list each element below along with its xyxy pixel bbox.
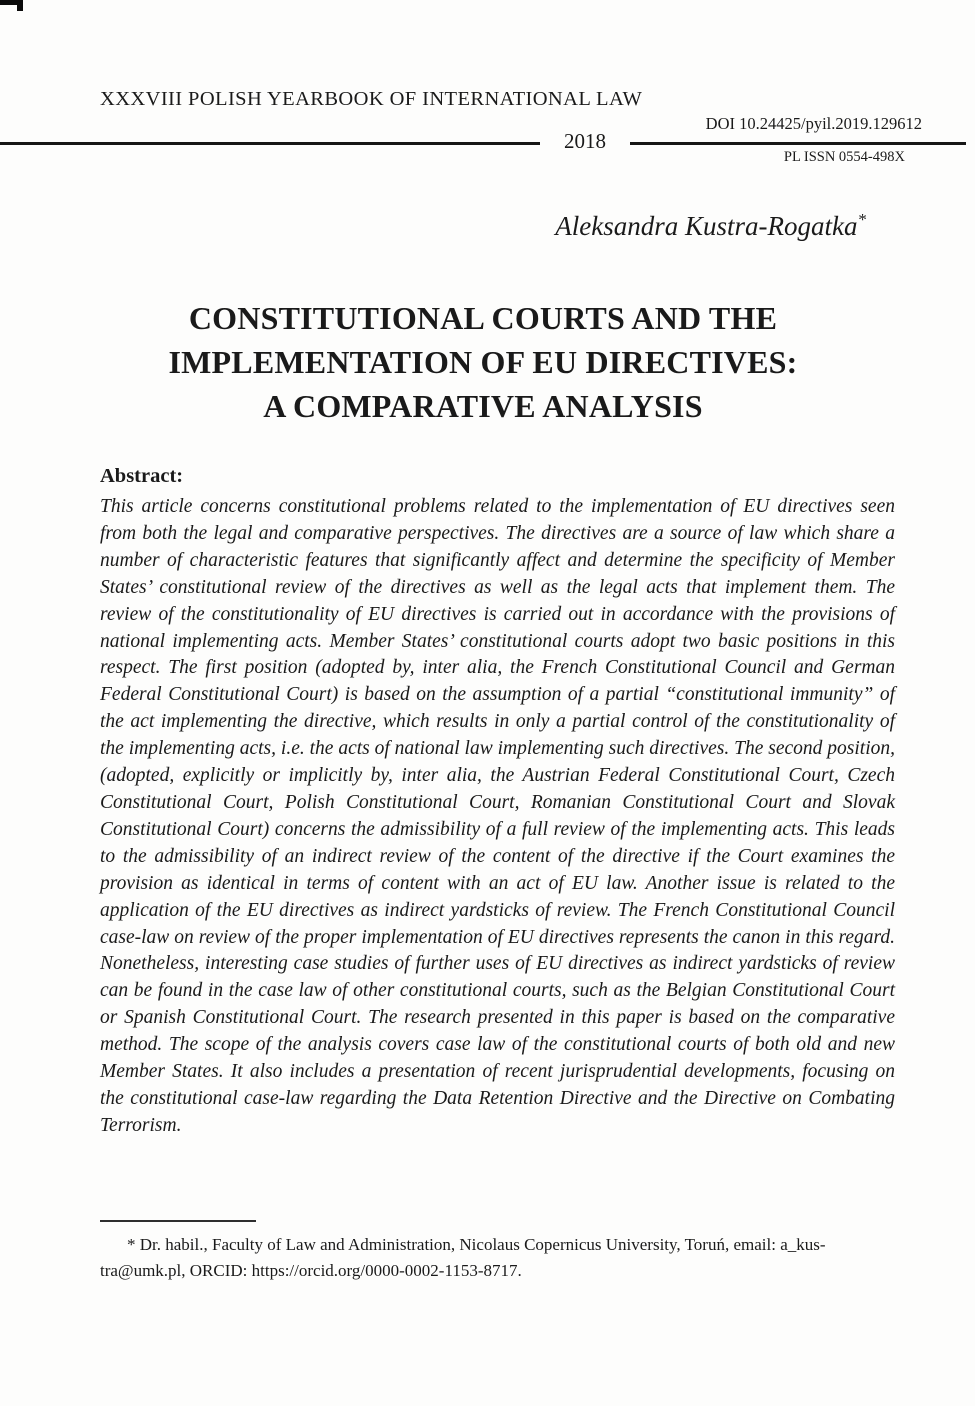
header-rule-right: [630, 142, 966, 145]
journal-title: XXXVIII POLISH YEARBOOK OF INTERNATIONAL LAW: [100, 88, 643, 110]
author-footnote-mark: *: [857, 210, 866, 229]
issn-text: PL ISSN 0554-498X: [783, 149, 905, 165]
scan-artifact-tick: [17, 0, 23, 11]
footnote-line-2: tra@umk.pl, ORCID: https://orcid.org/0000-0002-1153-8717.: [100, 1261, 522, 1280]
abstract-heading: Abstract:: [100, 465, 184, 487]
abstract-body: This article concerns constitutional problems related to the implementation of EU directives seen from both the legal and comparative perspectives. The directives are a source of law which share a number of characteristic features that significantly affect and determine the specificity of Member States’ constitutional review of the directives as well as the legal acts that implement them. The review of the constitutionality of EU directives is carried out in accordance with the provisions of national implementing acts. Member States’ constitutional courts adopt two basic positions in this respect. The first position (adopted by, inter alia, the French Constitutional Council and German Federal Constitutional Court) is based on the assumption of a partial “constitutional immunity” of the act implementing the directive, which results in only a partial control of the constitutionality of the implementing acts, i.e. the acts of national law implementing such directives. The second position, (adopted, explicitly or implicitly by, inter alia, the Austrian Federal Constitutional Court, Czech Constitutional Court, Polish Constitutional Court, Romanian Constitutional Court and Slovak Constitutional Court) concerns the admissibility of a full review of the implementing acts. This leads to the admissibility of an indirect review of the content of the directive if the Court examines the provision as identical in terms of content with an act of EU law. Another issue is related to the application of the EU directives as indirect yardsticks of review. The French Constitutional Council case-law on review of the proper implementation of EU directives represents the canon in this regard. Nonetheless, interesting case studies of further uses of EU directives as indirect yardsticks of review can be found in the case law of other constitutional courts, such as the Belgian Constitutional Court or Spanish Constitutional Court. The research presented in this paper is based on the comparative method. The scope of the analysis covers case law of the constitutional courts of both old and new Member States. It also includes a presentation of recent jurisprudential developments, focusing on the constitutional case-law regarding the Data Retention Directive and the Directive on Combating Terrorism.: [100, 496, 895, 1136]
article-title-line-2: IMPLEMENTATION OF EU DIRECTIVES:: [168, 344, 798, 380]
doi-text: DOI 10.24425/pyil.2019.129612: [705, 114, 922, 133]
footnote-line-1: * Dr. habil., Faculty of Law and Administration, Nicolaus Copernicus University, Toruń, email: a_kus-: [127, 1235, 826, 1254]
author-line: [555, 210, 866, 242]
article-title-line-3: A COMPARATIVE ANALYSIS: [263, 388, 703, 424]
header-rule-left: [0, 142, 540, 145]
author-name: Aleksandra Kustra-Rogatka: [555, 211, 858, 241]
author-affiliation-footnote: [100, 1232, 895, 1284]
footnote-separator-rule: [100, 1220, 256, 1222]
article-title-line-1: CONSTITUTIONAL COURTS AND THE: [188, 300, 778, 336]
article-title: [100, 296, 866, 428]
volume-year: 2018: [564, 129, 606, 153]
